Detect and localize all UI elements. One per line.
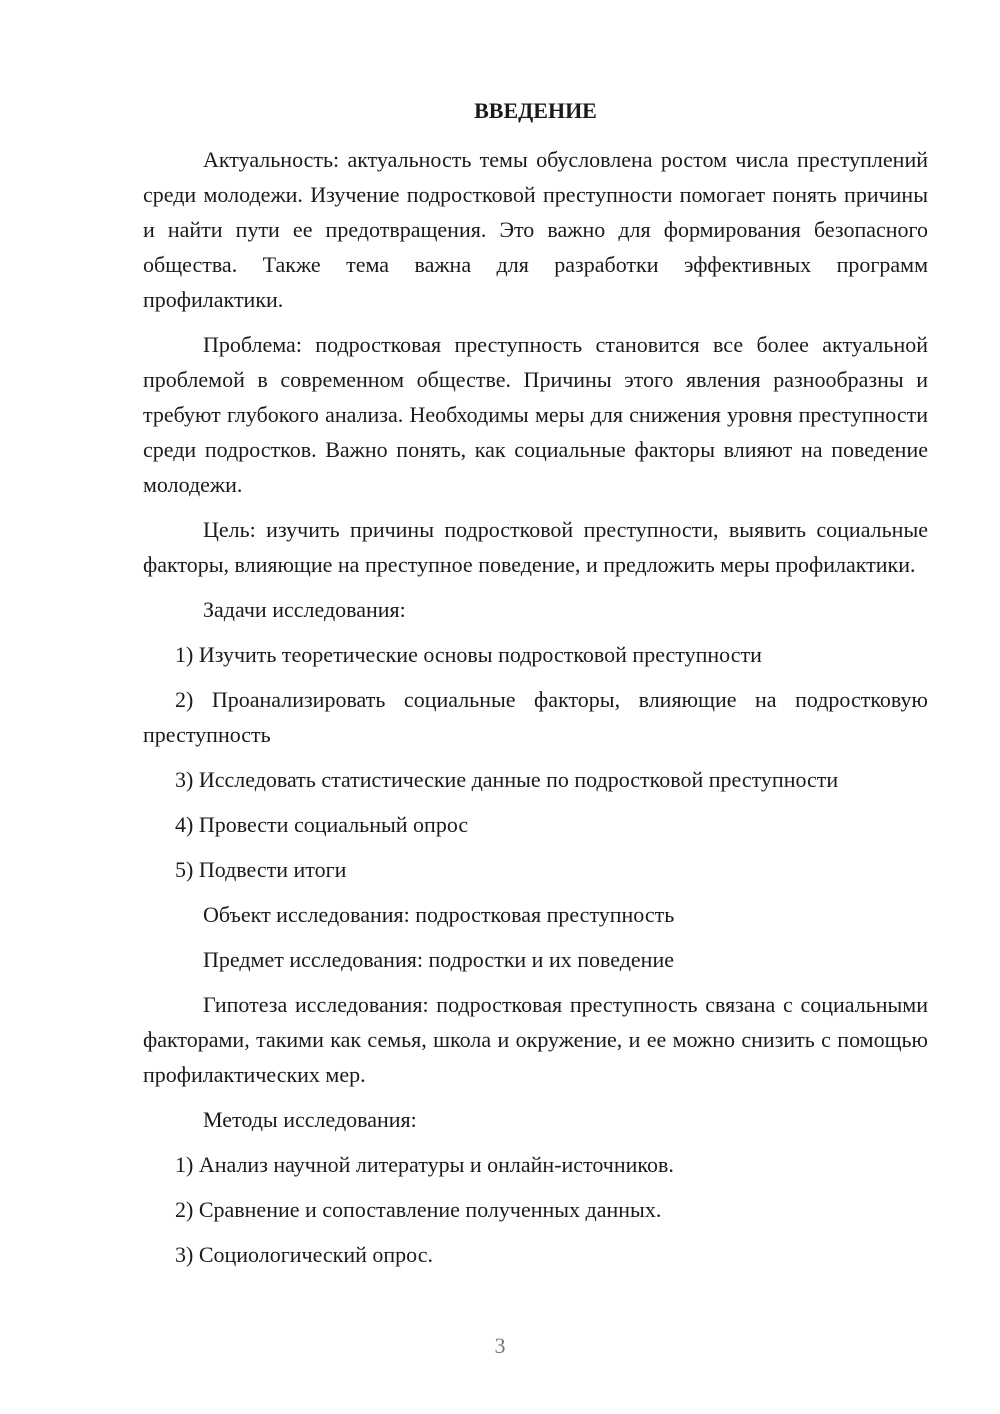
method-item-2: 2) Сравнение и сопоставление полученных данных. — [175, 1197, 662, 1222]
task-item-5: 5) Подвести итоги — [175, 857, 347, 882]
document-title: ВВЕДЕНИЕ — [474, 98, 597, 123]
task-item-3: 3) Исследовать статистические данные по подростковой преступности — [175, 767, 839, 792]
method-item-1: 1) Анализ научной литературы и онлайн-источников. — [175, 1152, 674, 1177]
task-item-1: 1) Изучить теоретические основы подростковой преступности — [175, 642, 762, 667]
research-object: Объект исследования: подростковая преступность — [203, 902, 675, 927]
problem-paragraph: Проблема: подростковая преступность становится все более актуальной проблемой в современном обществе. Причины этого явления разнообразны и требуют глубокого анализа. Необходимы меры для снижения уровня преступности среди подростков. Важно понять, как социальные факторы влияют на поведение молодежи. — [143, 332, 928, 497]
methods-heading: Методы исследования: — [203, 1107, 417, 1132]
document-page — [143, 94, 928, 1282]
hypothesis-paragraph: Гипотеза исследования: подростковая преступность связана с социальными факторами, такими как семья, школа и окружение, и ее можно снизить с помощью профилактических мер. — [143, 992, 928, 1087]
method-item-3: 3) Социологический опрос. — [175, 1242, 433, 1267]
research-subject: Предмет исследования: подростки и их поведение — [203, 947, 674, 972]
task-item-2: 2) Проанализировать социальные факторы, влияющие на подростковую преступность — [143, 687, 928, 747]
goal-paragraph: Цель: изучить причины подростковой преступности, выявить социальные факторы, влияющие на преступное поведение, и предложить меры профилактики. — [143, 517, 928, 577]
page-number: 3 — [494, 1333, 506, 1358]
task-item-4: 4) Провести социальный опрос — [175, 812, 469, 837]
tasks-heading: Задачи исследования: — [203, 597, 406, 622]
relevance-paragraph: Актуальность: актуальность темы обусловлена ростом числа преступлений среди молодежи. Изучение подростковой преступности помогает понять причины и найти пути ее предотвращения. Это важно для формирования безопасного общества. Также тема важна для разработки эффективных программ профилактики. — [143, 147, 928, 312]
